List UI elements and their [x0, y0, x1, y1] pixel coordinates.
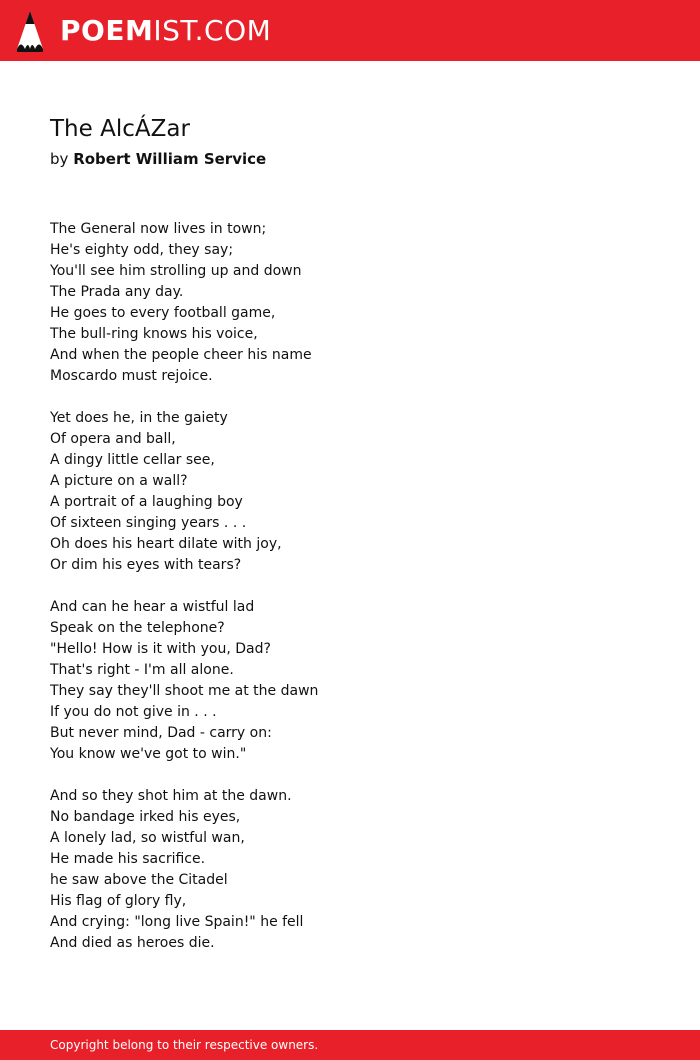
- poem-line: The Prada any day.: [50, 284, 184, 300]
- poem-line: A portrait of a laughing boy: [50, 494, 243, 510]
- pencil-tip-icon: [14, 9, 46, 53]
- poem-line: The bull-ring knows his voice,: [50, 326, 258, 342]
- poem-line: You'll see him strolling up and down: [50, 263, 302, 279]
- poem-author: Robert William Service: [73, 150, 267, 168]
- stanza: [50, 597, 670, 765]
- brand-wordmark: [60, 14, 272, 47]
- stanza: [50, 219, 670, 387]
- poem-line: You know we've got to win.": [50, 746, 247, 762]
- poem-line: The General now lives in town;: [50, 221, 267, 237]
- poem-line: Speak on the telephone?: [50, 620, 225, 636]
- poem-line: And can he hear a wistful lad: [50, 599, 255, 615]
- poem-line: A lonely lad, so wistful wan,: [50, 830, 245, 846]
- poem-line: And when the people cheer his name: [50, 347, 312, 363]
- stanza: [50, 786, 670, 954]
- site-footer: [0, 1030, 700, 1060]
- poem-line: But never mind, Dad - carry on:: [50, 725, 272, 741]
- poem-line: He made his sacrifice.: [50, 851, 206, 867]
- poem-line: And so they shot him at the dawn.: [50, 788, 292, 804]
- poem-line: Yet does he, in the gaiety: [50, 410, 228, 426]
- poem-line: Oh does his heart dilate with joy,: [50, 536, 282, 552]
- poem-line: They say they'll shoot me at the dawn: [50, 683, 319, 699]
- poem-line: Moscardo must rejoice.: [50, 368, 213, 384]
- site-logo[interactable]: [14, 8, 271, 54]
- poem-line: A dingy little cellar see,: [50, 452, 215, 468]
- poem-line: He goes to every football game,: [50, 305, 276, 321]
- site-header: [0, 0, 700, 61]
- by-label: by: [50, 150, 69, 168]
- stanza: [50, 408, 670, 576]
- copyright-notice: Copyright belong to their respective owners.: [50, 1038, 319, 1052]
- poem-line: If you do not give in . . .: [50, 704, 217, 720]
- poem-line: Or dim his eyes with tears?: [50, 557, 242, 573]
- poem-line: he saw above the Citadel: [50, 872, 228, 888]
- brand-bold: POEM: [60, 14, 154, 47]
- poem-line: Of sixteen singing years . . .: [50, 515, 247, 531]
- poem-title: The AlcÁZar: [50, 116, 190, 142]
- poem-line: And died as heroes die.: [50, 935, 215, 951]
- poem-line: That's right - I'm all alone.: [50, 662, 234, 678]
- poem-line: A picture on a wall?: [50, 473, 188, 489]
- brand-light: IST.COM: [153, 14, 272, 47]
- poem-line: And crying: "long live Spain!" he fell: [50, 914, 304, 930]
- poem-line: He's eighty odd, they say;: [50, 242, 234, 258]
- poem-line: "Hello! How is it with you, Dad?: [50, 641, 271, 657]
- poem-line: Of opera and ball,: [50, 431, 176, 447]
- poem-byline: [50, 150, 266, 168]
- poem-line: No bandage irked his eyes,: [50, 809, 241, 825]
- poem-body: [50, 219, 670, 975]
- poem-line: His flag of glory fly,: [50, 893, 187, 909]
